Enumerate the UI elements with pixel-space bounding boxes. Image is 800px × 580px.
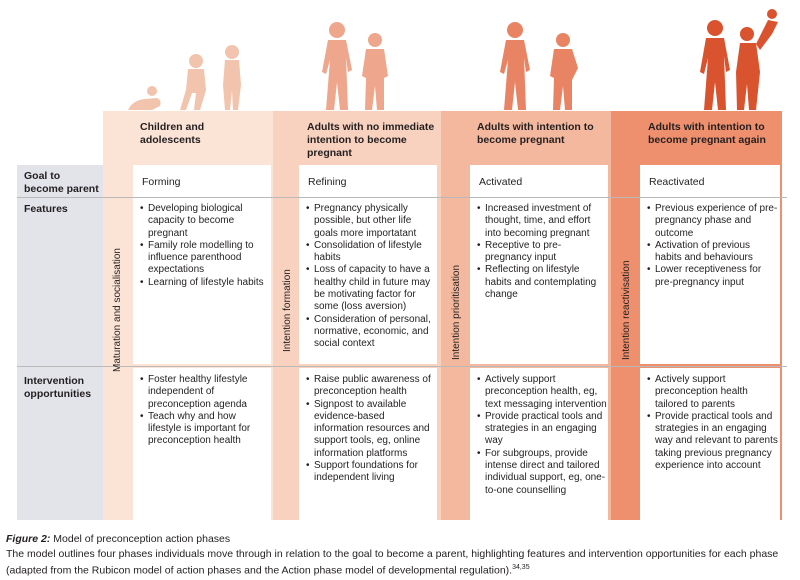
row-label-features: Features: [24, 203, 68, 215]
intervention-item: • Actively support preconception health, eg, text messaging intervention: [477, 374, 607, 411]
transition-label-2: Intention formation: [282, 269, 293, 352]
row-label-column: [17, 165, 103, 520]
features-list-3: [477, 203, 607, 301]
phase-title-1: Children and adolescents: [140, 121, 205, 146]
features-item: • Consolidation of lifestyle habits: [306, 240, 436, 265]
goal-value-1: Forming: [142, 176, 181, 188]
intervention-item: • Provide practical tools and strategies in an engaging way: [477, 411, 607, 448]
transition-label-4: Intention reactivisation: [621, 260, 632, 360]
features-item: • Previous experience of pre-pregnancy phase and outcome: [647, 203, 779, 240]
goal-value-3: Activated: [479, 176, 523, 188]
phase-title-2: Adults with no immediate intention to become pregnant: [307, 121, 435, 159]
phase-title-3: Adults with intention to become pregnant: [477, 121, 594, 146]
child-silhouette-icon: [223, 45, 241, 110]
caption-body: The model outlines four phases individuals move through in relation to the goal to become a parent, highlighting features and intervention opportunities for each phase (adapted from the Rubicon model of action phases and the Action phase model of developmental regulation).: [6, 548, 779, 577]
intervention-list-1: [140, 374, 268, 448]
intervention-item: • Raise public awareness of preconception health: [306, 374, 436, 399]
features-item: • Learning of lifestyle habits: [140, 277, 268, 289]
phase-title-4: Adults with intention to become pregnant again: [648, 121, 766, 146]
intervention-item: • Support foundations for independent living: [306, 460, 436, 485]
features-item: • Lower receptiveness for pre-pregnancy input: [647, 264, 779, 289]
features-item: • Developing biological capacity to become pregnant: [140, 203, 268, 240]
life-stage-silhouettes: [0, 0, 800, 115]
goal-value-4: Reactivated: [649, 176, 705, 188]
intervention-item: • For subgroups, provide intense direct and tailored individual support, eg, one-to-one counselling: [477, 448, 607, 497]
figure-caption-title: [6, 533, 230, 546]
features-item: • Receptive to pre-pregnancy input: [477, 240, 607, 265]
features-item: • Consideration of personal, normative, economic, and social context: [306, 314, 436, 351]
goal-value-2: Refining: [308, 176, 347, 188]
features-list-1: [140, 203, 268, 289]
row-separator: [17, 366, 787, 367]
intervention-item: • Provide practical tools and strategies in an engaging way and relevant to parents taking previous pregnancy experience into account: [647, 411, 779, 472]
features-item: • Reflecting on lifestyle habits and contemplating change: [477, 264, 607, 301]
intervention-item: • Foster healthy lifestyle independent of preconception agenda: [140, 374, 268, 411]
pregnant-couple-silhouette-icon: [500, 22, 578, 110]
row-separator: [17, 197, 787, 198]
intervention-item: • Signpost to available evidence-based information resources and support tools, eg, online information platforms: [306, 399, 436, 460]
transition-label-3: Intention prioritisation: [451, 264, 462, 360]
features-item: • Increased investment of thought, time, and effort into becoming pregnant: [477, 203, 607, 240]
infant-silhouette-icon: [128, 86, 161, 110]
intervention-list-2: [306, 374, 436, 485]
child-silhouette-icon: [180, 54, 206, 110]
transition-label-1: Maturation and socialisation: [112, 248, 123, 372]
caption-refs: 34,35: [512, 564, 530, 571]
figure-caption-text: [6, 548, 794, 578]
intervention-list-3: [477, 374, 607, 497]
figure-label: Figure 2:: [6, 533, 51, 545]
features-item: • Family role modelling to influence parenthood expectations: [140, 240, 268, 277]
features-item: • Activation of previous habits and behaviours: [647, 240, 779, 265]
intervention-item: • Actively support preconception health tailored to parents: [647, 374, 779, 411]
features-item: • Loss of capacity to have a healthy child in future may be motivating factor for some (loss aversion): [306, 264, 436, 313]
row-label-goal: Goal to become parent: [24, 170, 99, 195]
figure-title: Model of preconception action phases: [53, 533, 231, 545]
features-list-2: [306, 203, 436, 351]
intervention-list-4: [647, 374, 779, 472]
features-list-4: [647, 203, 779, 289]
family-silhouette-icon: [700, 9, 778, 110]
adult-couple-silhouette-icon: [322, 22, 388, 110]
intervention-item: • Teach why and how lifestyle is important for preconception health: [140, 411, 268, 448]
row-label-intervention: Intervention opportunities: [24, 375, 92, 400]
features-item: • Pregnancy physically possible, but other life goals more importatant: [306, 203, 436, 240]
